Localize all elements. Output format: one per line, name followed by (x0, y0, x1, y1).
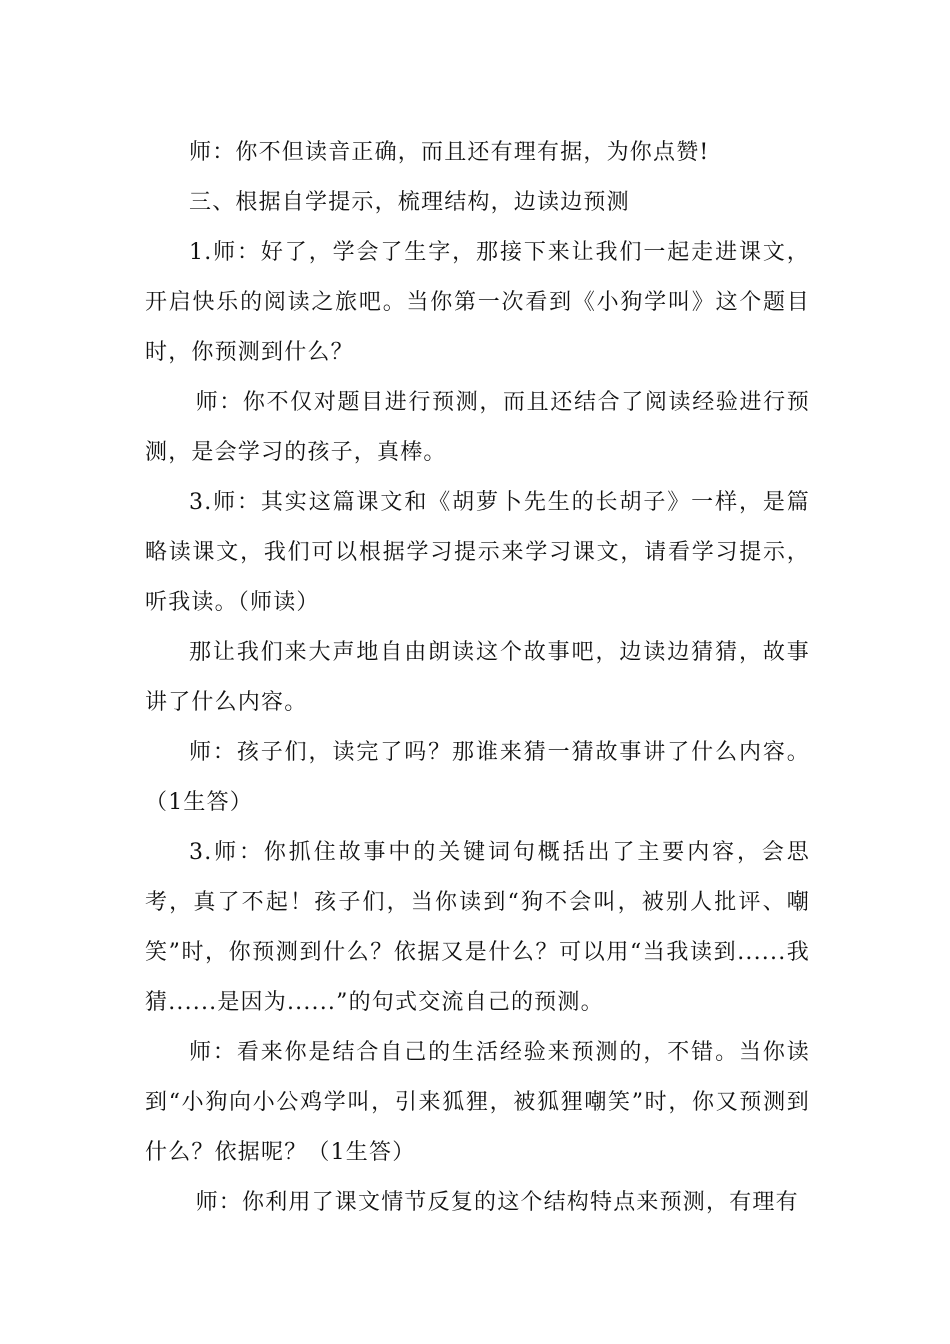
paragraph-life-experience: 师：看来你是结合自己的生活经验来预测的，不错。当你读到“小狗向小公鸡学叫，引来狐狸，被狐狸嘲笑”时，你又预测到什么？依据呢？（1生答） (145, 1040, 810, 1165)
paragraph-praise-reading: 师：你不但读音正确，而且还有理有据，为你点赞! (189, 140, 710, 165)
paragraph-step-3-reading-tips: 3.师：其实这篇课文和《胡萝卜先生的长胡子》一样，是篇略读课文，我们可以根据学习提示来学习课文，请看学习提示，听我读。（师读） (145, 490, 810, 615)
paragraph-finish-reading: 师：孩子们，读完了吗？那谁来猜一猜故事讲了什么内容。（1生答） (145, 740, 810, 815)
paragraph-read-aloud: 那让我们来大声地自由朗读这个故事吧，边读边猜猜，故事讲了什么内容。 (145, 640, 810, 715)
paragraph-step-3-key-words: 3.师：你抓住故事中的关键词句概括出了主要内容，会思考，真了不起！孩子们，当你读到“狗不会叫，被别人批评、嘲笑”时，你预测到什么？依据又是什么？可以用“当我读到......我猜......是因为......”的句式交流自己的预测。 (145, 840, 810, 1015)
document-body (145, 128, 810, 1228)
section-heading-three: 三、根据自学提示，梳理结构，边读边预测 (189, 190, 630, 215)
paragraph-structure-feature: 师：你利用了课文情节反复的这个结构特点来预测，有理有 (195, 1190, 799, 1215)
paragraph-step-1: 1.师：好了，学会了生字，那接下来让我们一起走进课文，开启快乐的阅读之旅吧。当你第一次看到《小狗学叫》这个题目时，你预测到什么？ (145, 240, 810, 365)
paragraph-praise-prediction: 师：你不仅对题目进行预测，而且还结合了阅读经验进行预测，是会学习的孩子，真棒。 (145, 390, 810, 465)
